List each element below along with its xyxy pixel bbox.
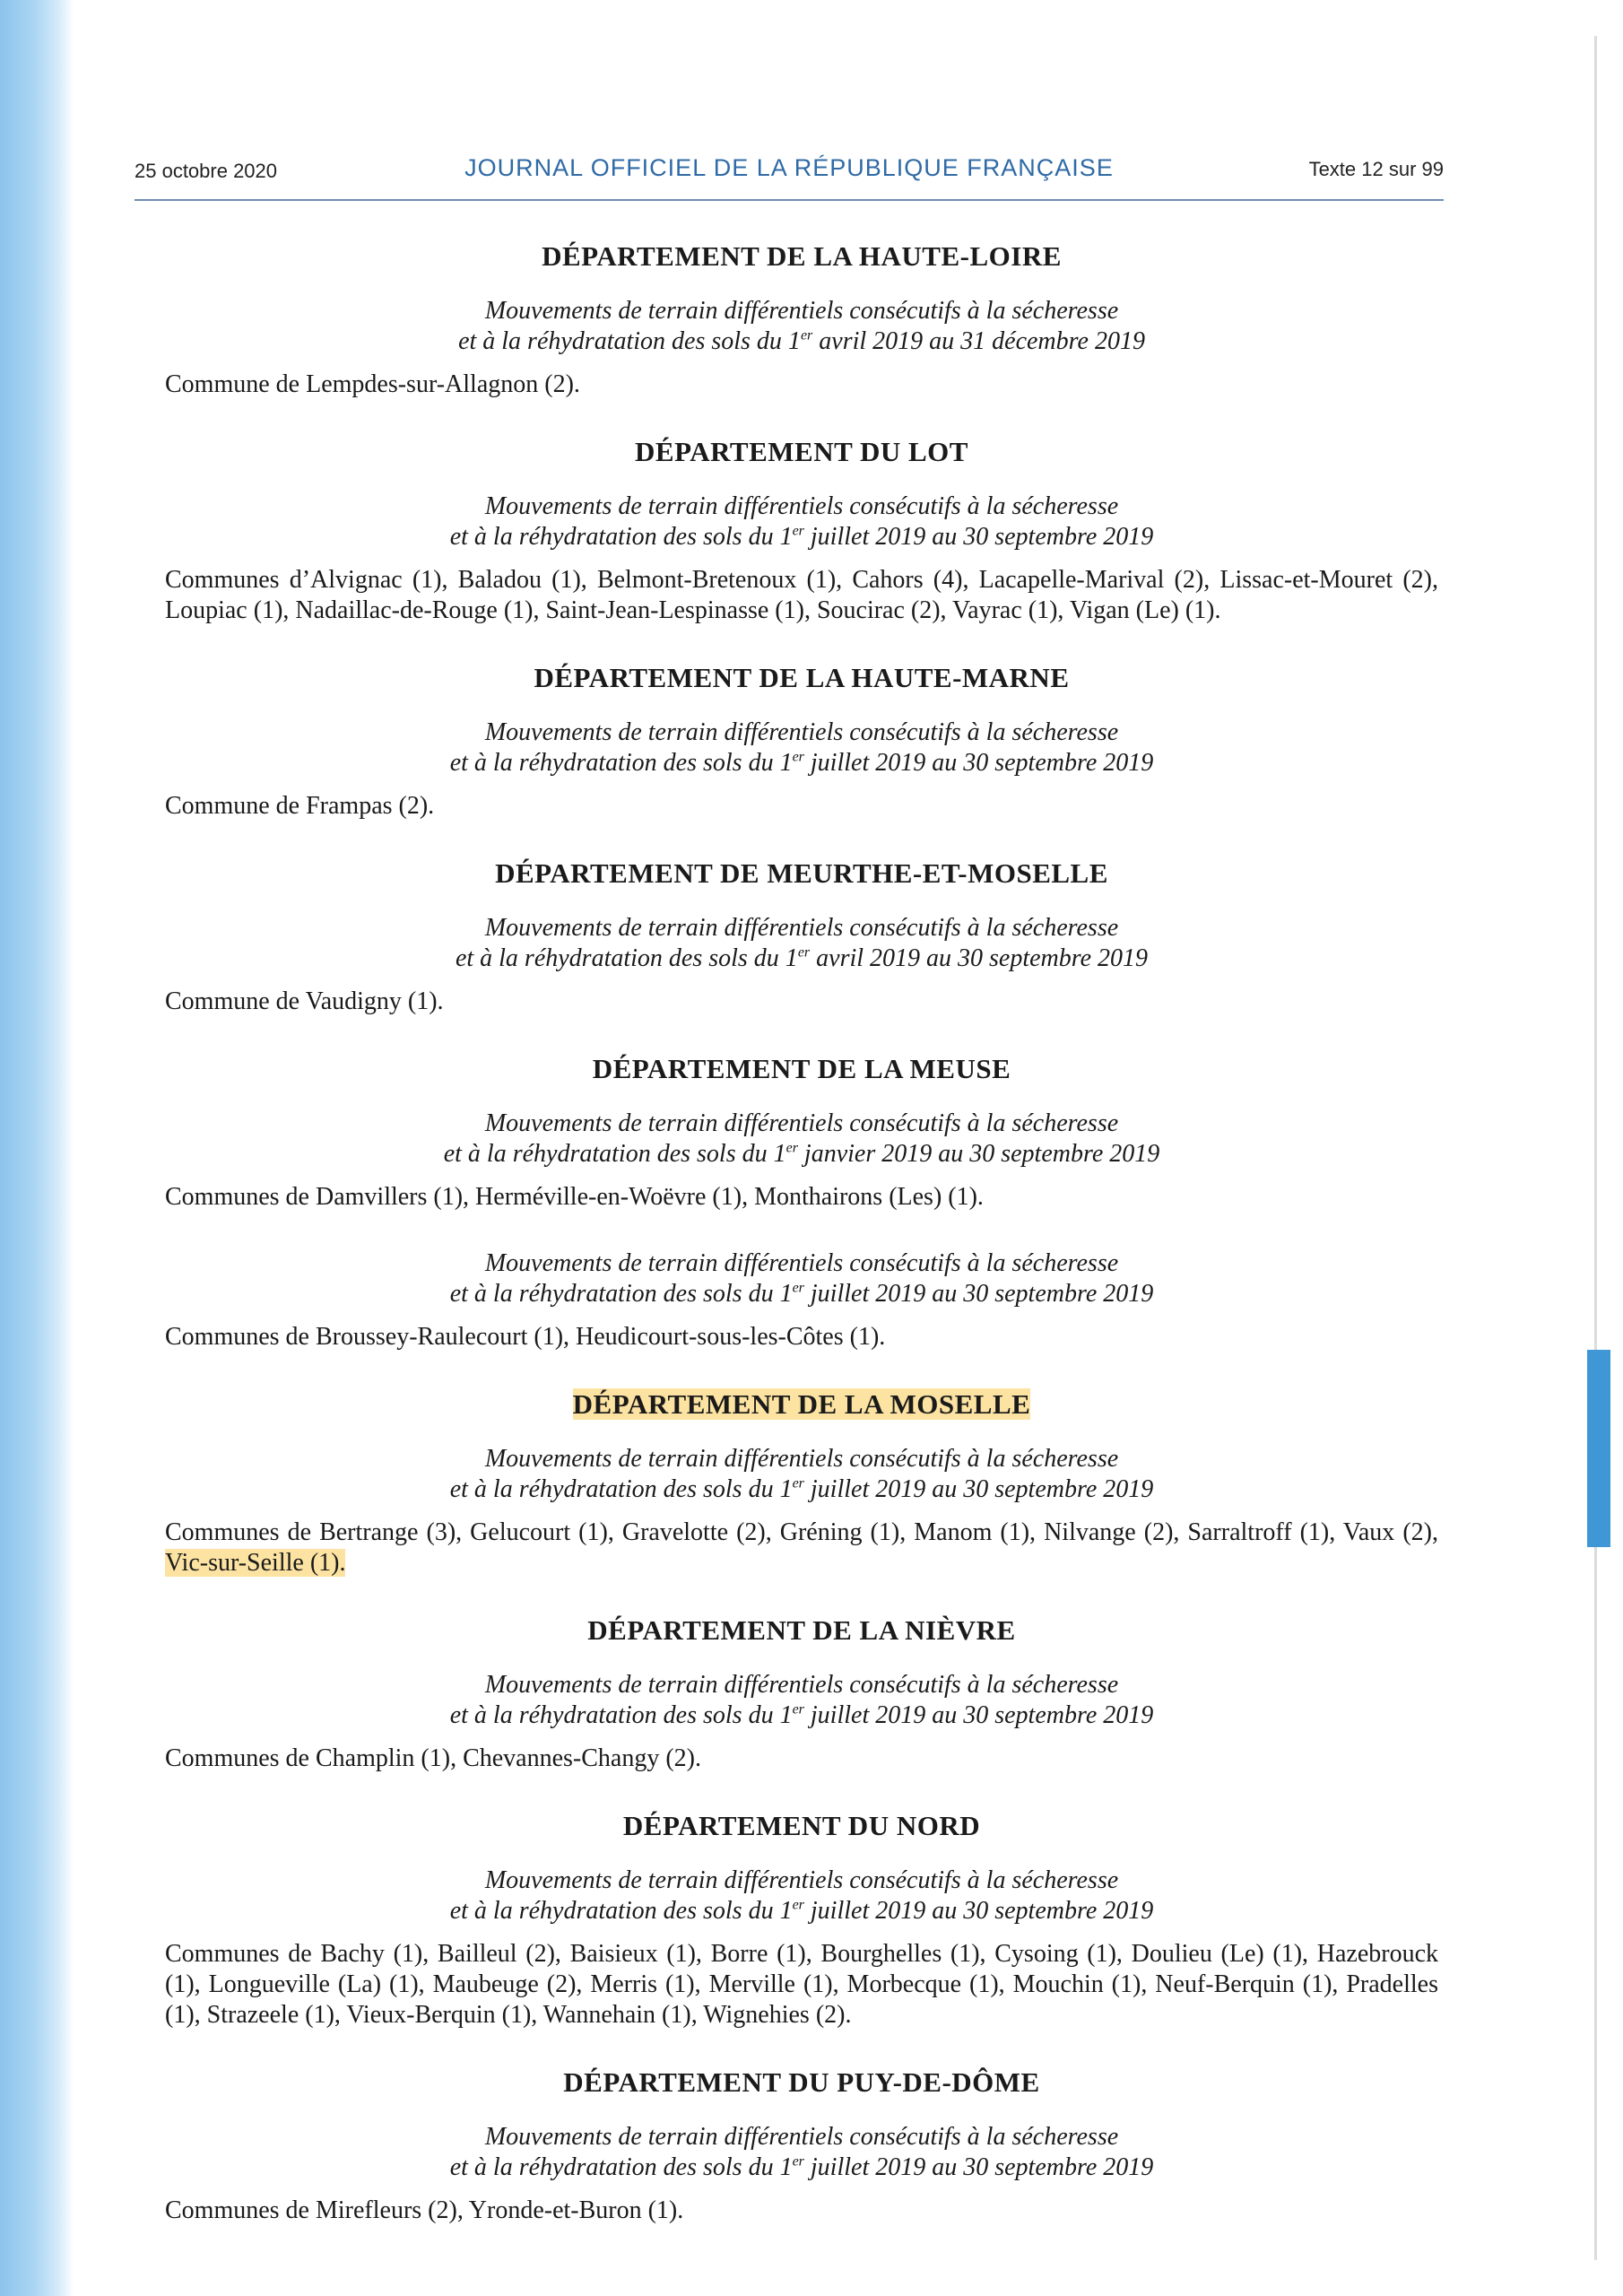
mv-sup: er — [792, 1897, 804, 1913]
highlighted-title: DÉPARTEMENT DE LA MOSELLE — [572, 1388, 1031, 1420]
mv-line2: et à la réhydratation des sols du 1 — [449, 1475, 793, 1503]
communes-list: Communes d’Alvignac (1), Baladou (1), Belmont-Bretenoux (1), Cahors (4), Lacapelle-Marival (2), Lissac-et-Mouret (2), Loupiac (1), Nadaillac-de-Rouge (1), Saint-Jean-Lespinasse (1), Soucirac (2), Vayrac (1), Vigan (Le) (1). — [165, 566, 1438, 624]
header-rule — [135, 199, 1444, 201]
mv-sup: er — [792, 1280, 804, 1296]
mv-line2: et à la réhydratation des sols du 1 — [449, 1701, 793, 1729]
mv-line2-end: juillet 2019 au 30 septembre 2019 — [803, 523, 1154, 551]
mv-line1: Mouvements de terrain différentiels consécutifs à la sécheresse — [484, 492, 1119, 520]
communes-list — [165, 1518, 1438, 1578]
department-title: DÉPARTEMENT DU PUY-DE-DÔME — [563, 2066, 1040, 2098]
mv-line2: et à la réhydratation des sols du 1 — [458, 327, 801, 355]
movement-description — [165, 2122, 1438, 2183]
mv-line1: Mouvements de terrain différentiels consécutifs à la sécheresse — [484, 1445, 1119, 1473]
scan-tab-marker — [1587, 1350, 1610, 1547]
section-puy-de-dome — [165, 2066, 1438, 2226]
mv-sup: er — [797, 944, 811, 961]
header-text-ref: Texte 12 sur 99 — [1308, 158, 1444, 180]
mv-sup: er — [800, 327, 813, 344]
department-title: DÉPARTEMENT DE LA HAUTE-LOIRE — [542, 240, 1062, 272]
mv-line1: Mouvements de terrain différentiels consécutifs à la sécheresse — [484, 718, 1119, 746]
department-title — [165, 1388, 1438, 1421]
scan-edge-left — [0, 0, 74, 2296]
movement-description — [165, 1248, 1438, 1309]
mv-line2: et à la réhydratation des sols du 1 — [449, 749, 793, 777]
section-lot — [165, 436, 1438, 626]
mv-line1: Mouvements de terrain différentiels consécutifs à la sécheresse — [484, 1249, 1119, 1277]
scan-edge-right — [1594, 36, 1597, 2260]
communes-list: Communes de Bachy (1), Bailleul (2), Baisieux (1), Borre (1), Bourghelles (1), Cysoing (1), Doulieu (Le) (1), Hazebrouck (1), Longueville (La) (1), Maubeuge (2), Merris (1), Merville (1), Morbecque (1), Mouchin (1), Neuf-Berquin (1), Pradelles (1), Strazeele (1), Vieux-Berquin (1), Wannehain (1), Wignehies (2). — [165, 1940, 1438, 2029]
communes-list: Communes de Damvillers (1), Herméville-en-Woëvre (1), Monthairons (Les) (1). — [165, 1183, 984, 1211]
mv-line2: et à la réhydratation des sols du 1 — [449, 1897, 793, 1925]
department-title: DÉPARTEMENT DE LA HAUTE-MARNE — [534, 662, 1070, 693]
section-nord — [165, 1810, 1438, 2031]
mv-line2-end: juillet 2019 au 30 septembre 2019 — [803, 1280, 1154, 1308]
section-haute-marne — [165, 662, 1438, 822]
mv-line1: Mouvements de terrain différentiels consécutifs à la sécheresse — [484, 1866, 1119, 1894]
department-title: DÉPARTEMENT DE MEURTHE-ET-MOSELLE — [495, 857, 1108, 889]
page-header — [135, 151, 1444, 187]
communes-text: Communes de Bertrange (3), Gelucourt (1), Gravelotte (2), Gréning (1), Manom (1), Nilvange (2), Sarraltroff (1), Vaux (2), — [165, 1518, 1438, 1546]
mv-line2-end: avril 2019 au 30 septembre 2019 — [810, 944, 1149, 972]
mv-line2: et à la réhydratation des sols du 1 — [455, 944, 798, 972]
movement-description — [165, 1670, 1438, 1731]
department-title: DÉPARTEMENT DU NORD — [622, 1810, 981, 1841]
communes-list: Commune de Lempdes-sur-Allagnon (2). — [165, 370, 580, 398]
section-meuse — [165, 1053, 1438, 1352]
movement-description — [165, 491, 1438, 552]
department-title: DÉPARTEMENT DE LA NIÈVRE — [587, 1614, 1016, 1646]
mv-line1: Mouvements de terrain différentiels consécutifs à la sécheresse — [484, 914, 1119, 942]
header-journal-title: JOURNAL OFFICIEL DE LA RÉPUBLIQUE FRANÇAISE — [464, 154, 1114, 181]
communes-list: Communes de Broussey-Raulecourt (1), Heudicourt-sous-les-Côtes (1). — [165, 1323, 886, 1351]
section-moselle — [165, 1388, 1438, 1578]
communes-list: Commune de Frampas (2). — [165, 792, 435, 820]
mv-line1: Mouvements de terrain différentiels consécutifs à la sécheresse — [484, 1109, 1119, 1137]
department-title: DÉPARTEMENT DE LA MEUSE — [592, 1053, 1011, 1084]
mv-line2-end: juillet 2019 au 30 septembre 2019 — [803, 749, 1154, 777]
movement-description — [165, 296, 1438, 357]
communes-list: Communes de Mirefleurs (2), Yronde-et-Buron (1). — [165, 2196, 684, 2224]
mv-line2-end: juillet 2019 au 30 septembre 2019 — [803, 1701, 1154, 1729]
mv-sup: er — [792, 1475, 804, 1492]
mv-line1: Mouvements de terrain différentiels consécutifs à la sécheresse — [484, 2123, 1119, 2151]
mv-line1: Mouvements de terrain différentiels consécutifs à la sécheresse — [484, 1671, 1119, 1699]
mv-sup: er — [792, 2153, 804, 2170]
mv-sup: er — [792, 749, 804, 765]
section-haute-loire — [165, 240, 1438, 400]
document-body — [165, 240, 1438, 2262]
mv-line2-end: juillet 2019 au 30 septembre 2019 — [803, 1897, 1154, 1925]
movement-description — [165, 718, 1438, 778]
mv-line1: Mouvements de terrain différentiels consécutifs à la sécheresse — [484, 297, 1119, 325]
communes-list: Commune de Vaudigny (1). — [165, 987, 444, 1015]
mv-line2: et à la réhydratation des sols du 1 — [449, 523, 793, 551]
mv-line2: et à la réhydratation des sols du 1 — [449, 1280, 793, 1308]
movement-description — [165, 913, 1438, 974]
mv-line2: et à la réhydratation des sols du 1 — [449, 2153, 793, 2181]
section-nievre — [165, 1614, 1438, 1774]
mv-line2-end: juillet 2019 au 30 septembre 2019 — [803, 1475, 1154, 1503]
movement-description — [165, 1444, 1438, 1505]
mv-sup: er — [785, 1140, 798, 1156]
header-date: 25 octobre 2020 — [135, 160, 278, 182]
mv-line2-end: juillet 2019 au 30 septembre 2019 — [803, 2153, 1154, 2181]
movement-description — [165, 1866, 1438, 1926]
mv-line2-end: janvier 2019 au 30 septembre 2019 — [797, 1140, 1160, 1168]
mv-sup: er — [792, 523, 804, 539]
communes-list: Communes de Champlin (1), Chevannes-Changy (2). — [165, 1744, 702, 1772]
section-meurthe-et-moselle — [165, 857, 1438, 1017]
mv-sup: er — [792, 1701, 804, 1718]
mv-line2: et à la réhydratation des sols du 1 — [443, 1140, 786, 1168]
department-title: DÉPARTEMENT DU LOT — [635, 436, 968, 467]
highlighted-commune: Vic-sur-Seille (1). — [165, 1549, 346, 1577]
movement-description — [165, 1109, 1438, 1170]
mv-line2-end: avril 2019 au 31 décembre 2019 — [812, 327, 1145, 355]
